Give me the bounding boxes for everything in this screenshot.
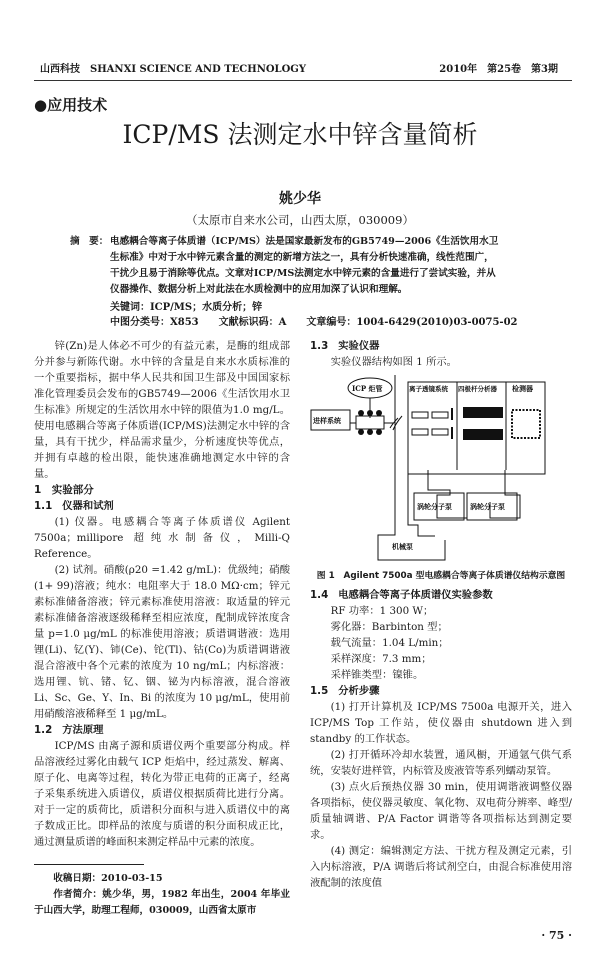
heading-number: 1.1 bbox=[34, 500, 53, 512]
keywords: 关键词：ICP/MS；水质分析；锌 bbox=[110, 302, 263, 313]
heading-text: 方法原理 bbox=[62, 724, 104, 736]
figure-intro: 实验仪器结构如图 1 所示。 bbox=[330, 356, 457, 368]
heading-text: 仪器和试剂 bbox=[62, 500, 114, 512]
abstract-label: 摘 要： bbox=[70, 236, 109, 247]
classification: 中图分类号：X853 bbox=[110, 317, 199, 328]
step-item: (1) 打开计算机及 ICP/MS 7500a 电源开关，进入 ICP/MS Top 工作站，使仪器由 shutdown 进入到 standby 的工作状态。 bbox=[310, 701, 572, 745]
figure-caption: 图 1 Agilent 7500a 型电感耦合等离子体质谱仪结构示意图 bbox=[316, 571, 566, 581]
step-item: (2) 打开循环冷却水装置，通风橱，开通氩气供气系统，安装好进样管，内标管及废液管等系列蠕动泵管。 bbox=[310, 749, 572, 777]
heading-number: 1.3 bbox=[310, 340, 329, 352]
footnote-rule bbox=[34, 864, 144, 865]
heading-text: 电感耦合等离子体质谱仪实验参数 bbox=[338, 589, 493, 601]
heading-number: 1.5 bbox=[310, 685, 329, 697]
footnote bbox=[34, 871, 290, 919]
left-column bbox=[34, 338, 290, 919]
param-item: 采样锥类型：镍锥。 bbox=[330, 669, 424, 681]
section-heading-1-2 bbox=[34, 722, 290, 738]
section-heading-1-1 bbox=[34, 498, 290, 514]
section-label: ●应用技术 bbox=[34, 96, 108, 114]
lens-label: 离子透镜系统 bbox=[409, 385, 448, 393]
abstract bbox=[70, 234, 500, 298]
section-heading-1: 1 实验部分 bbox=[34, 484, 94, 496]
classification-row bbox=[110, 315, 600, 330]
page-number: · 75 · bbox=[541, 929, 572, 942]
affiliation: （太原市自来水公司，山西太原，030009） bbox=[186, 213, 414, 227]
section-heading-1-3 bbox=[310, 338, 572, 354]
author: 姚少华 bbox=[279, 191, 321, 207]
param-item: 雾化器：Barbinton 型； bbox=[330, 621, 448, 633]
param-item: 采样深度：7.3 mm； bbox=[330, 653, 432, 665]
heading-number: 1.4 bbox=[310, 589, 329, 601]
step-item: (3) 点火后预热仪器 30 min，使用调谐液调整仪器各项指标，使仪器灵敏度、氧化物、双电荷分辨率、峰型/质量轴调谐、P/A Factor 调谐等各项指标达到测定要求。 bbox=[310, 781, 572, 841]
heading-text: 分析步骤 bbox=[338, 685, 380, 697]
paper-title: ICP/MS 法测定水中锌含量简析 bbox=[122, 120, 478, 149]
section-heading-1-5 bbox=[310, 683, 572, 699]
doc-code: 文献标识码：A bbox=[218, 317, 287, 328]
two-columns bbox=[34, 338, 600, 919]
detector-label: 检测器 bbox=[512, 384, 533, 393]
mass-spec-box bbox=[408, 382, 545, 474]
principle-paragraph: ICP/MS 由离子源和质谱仪两个重要部分构成。样品溶液经过雾化由载气 ICP 炬焰中，经过蒸发、解离、原子化、电离等过程，转化为带正电荷的正离子，经离子采集系统进入质谱仪，质谱仪根据质荷比进行分离。对于一定的质荷比，质谱积分面积与进入质谱仪中的离子数成正比。即样品的浓度与质谱的积分面积成正比，通过测量质谱的峰面积来测定样品中元素的浓度。 bbox=[34, 740, 290, 848]
step-item: (4) 测定：编辑测定方法、干扰方程及测定元素，引入内标溶液，P/A 调谐后将试剂空白，由混合标准使用溶液配制的浓度值 bbox=[310, 845, 572, 889]
received-date: 收稿日期：2010-03-15 bbox=[53, 873, 163, 884]
param-item: RF 功率：1 300 W； bbox=[330, 605, 434, 617]
journal-header: 山西科技 SHANXI SCIENCE AND TECHNOLOGY bbox=[40, 64, 306, 75]
issue-info: 2010年 第25卷 第3期 bbox=[439, 64, 558, 75]
instrument-paragraph: (1) 仪器。电感耦合等离子体质谱仪 Agilent 7500a；millipore 超纯水制备仪，Milli-Q Reference。 bbox=[34, 516, 290, 560]
article-number: 文章编号：1004-6429(2010)03-0075-02 bbox=[306, 317, 518, 328]
abstract-text: 电感耦合等离子体质谱（ICP/MS）法是国家最新发布的GB5749—2006《生活饮用水卫生标准》中对于水中锌元素含量的测定的新增方法之一，具有分析快速准确，线性范围广，干扰少且易于消除等优点。文章对ICP/MS法测定水中锌元素的含量进行了尝试实验，并从仪器操作、数据分析上对此法在水质检测中的应用加深了认识和理解。 bbox=[110, 236, 499, 295]
param-item: 载气流量：1.04 L/min； bbox=[330, 637, 449, 649]
quadrupole-label: 四极杆分析器 bbox=[458, 385, 497, 393]
instrument-diagram bbox=[300, 370, 582, 570]
heading-text: 实验仪器 bbox=[338, 340, 380, 352]
mech-pump-label: 机械泵 bbox=[392, 542, 413, 551]
heading-number: 1.2 bbox=[34, 724, 53, 736]
icp-torch-label: ICP 炬管 bbox=[352, 384, 383, 393]
sample-system-label: 进样系统 bbox=[313, 416, 341, 425]
turbo-pump-2-label: 涡轮分子泵 bbox=[470, 502, 505, 511]
intro-paragraph: 锌(Zn)是人体必不可少的有益元素，是酶的组成部分并参与新陈代谢。水中锌的含量是自来水水质标准的一个重要指标，据中华人民共和国卫生部及中国国家标准化管理委员会发布的GB5749—2006《生活饮用水卫生标准》所规定的生活饮用水中锌的限值为1.0 mg/L。使用电感耦合等离子体质谱(ICP/MS)法测定水中锌的含量，具有干扰少，样品需求量少，分析速度快等优点，并拥有卓越的检出限，能快速准确地测定水中锌的含量。 bbox=[34, 340, 290, 480]
author-bio: 作者简介：姚少华，男，1982 年出生，2004 年毕业于山西大学，助理工程师，030009，山西省太原市 bbox=[34, 889, 290, 916]
turbo-pump-1-label: 涡轮分子泵 bbox=[417, 502, 452, 511]
reagent-paragraph: (2) 试剂。硝酸(ρ20 =1.42 g/mL)：优级纯；硝酸(1+ 99)溶液；纯水：电阻率大于 18.0 MΩ·cm；锌元素标准储备溶液；锌元素标准使用溶液：取适量的锌元素标准储备溶液逐级稀释至相应浓度，配制成锌浓度含量 p=1.0 μg/mL 的标准使用溶液；质谱调谐液：选用锂(Li)、钇(Y)、铈(Ce)、铊(Tl)、钴(Co)为质谱调谐液混合溶液中各个元素的浓度为 10 ng/mL；内标溶液：选用锂、钪、锗、钇、铟、铋为内标溶液，混合溶液 Li、Sc、Ge、Y、In、Bi 的浓度为 10 μg/mL，使用前用硝酸溶液稀释至 1 μg/mL。 bbox=[34, 564, 290, 720]
section-heading-1-4 bbox=[310, 587, 572, 603]
right-column bbox=[310, 338, 572, 919]
